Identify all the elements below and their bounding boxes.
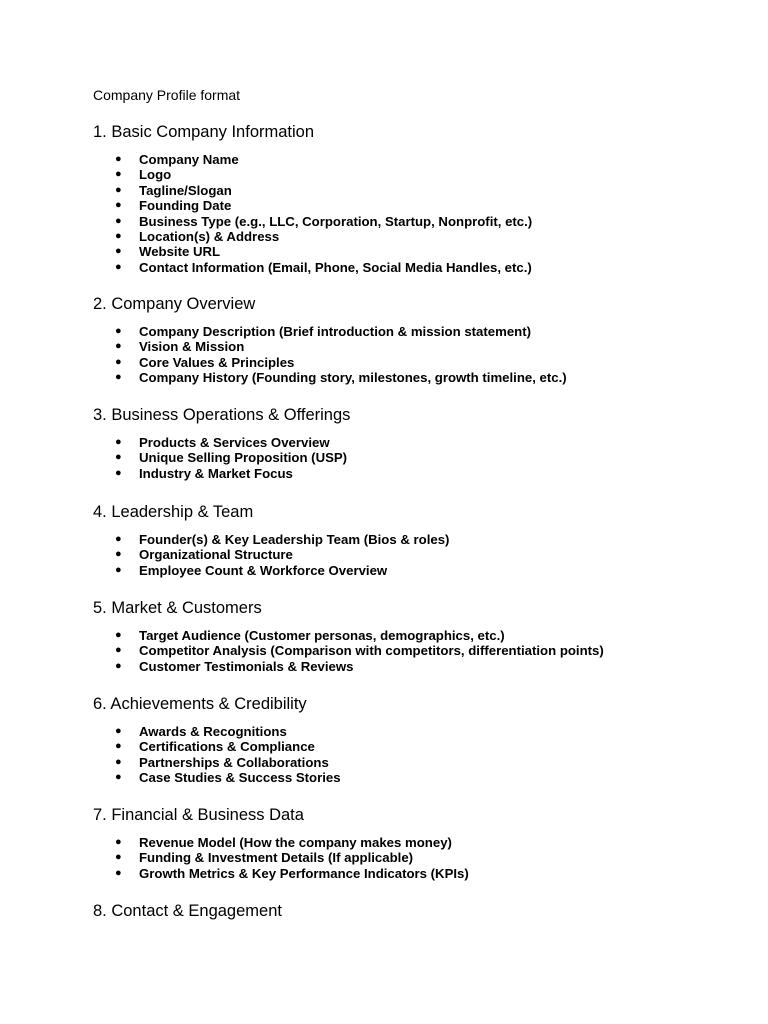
list-item <box>93 324 567 339</box>
list-item <box>93 370 567 385</box>
list-item <box>93 355 567 370</box>
list-item <box>93 659 604 674</box>
bullet-icon: ● <box>115 659 122 672</box>
section-heading: 6. Achievements & Credibility <box>93 695 307 713</box>
list-item <box>93 739 341 754</box>
list-item-text: Unique Selling Proposition (USP) <box>139 450 348 466</box>
list-item <box>93 850 469 865</box>
list-item <box>93 339 567 354</box>
list-item <box>93 724 341 739</box>
list-item-text: Core Values & Principles <box>139 354 295 370</box>
bullet-icon: ● <box>115 436 122 448</box>
bullet-icon: ● <box>115 325 122 337</box>
section-heading: 8. Contact & Engagement <box>93 902 282 920</box>
section-leadership-team <box>93 502 733 578</box>
list-item-text: Target Audience (Customer personas, demographics, etc.) <box>139 628 505 643</box>
section-heading: 5. Market & Customers <box>93 599 262 617</box>
list-item <box>93 435 347 450</box>
list-item-text: Founding Date <box>139 198 232 214</box>
list-item-text: Company Name <box>139 152 239 167</box>
section-heading: 2. Company Overview <box>93 295 256 313</box>
list-item <box>93 167 532 182</box>
list-item-text: Certifications & Compliance <box>139 739 315 755</box>
bullet-icon: ● <box>115 371 122 384</box>
bullet-icon: ● <box>115 229 122 242</box>
list-item <box>93 183 532 198</box>
bullet-icon: ● <box>115 836 122 848</box>
list-item-text: Vision & Mission <box>139 339 245 355</box>
list-item-text: Products & Services Overview <box>139 435 330 450</box>
list-item-text: Tagline/Slogan <box>139 182 232 198</box>
bullet-icon: ● <box>115 260 122 273</box>
section-basic-company-information <box>93 122 733 275</box>
section-market-customers <box>93 598 733 674</box>
document-title: Company Profile format <box>93 87 241 103</box>
section-company-overview <box>93 294 733 386</box>
list-item <box>93 466 347 481</box>
list-item <box>93 628 604 643</box>
list-item-text: Growth Metrics & Key Performance Indicators (KPIs) <box>139 865 469 881</box>
bullet-icon: ● <box>115 214 122 227</box>
list-item <box>93 866 469 881</box>
list-item <box>93 770 341 785</box>
list-item-text: Contact Information (Email, Phone, Social Media Handles, etc.) <box>139 259 532 275</box>
list-item <box>93 643 604 658</box>
bullet-icon: ● <box>115 563 122 576</box>
bullet-icon: ● <box>115 851 122 864</box>
list-item <box>93 198 532 213</box>
bullet-icon: ● <box>115 755 122 768</box>
bullet-icon: ● <box>115 548 122 561</box>
list-item-text: Awards & Recognitions <box>139 724 287 739</box>
bullet-icon: ● <box>115 153 122 165</box>
list-item-text: Website URL <box>139 244 221 260</box>
list-item-text: Organizational Structure <box>139 547 293 563</box>
bullet-icon: ● <box>115 740 122 753</box>
bullet-icon: ● <box>115 355 122 368</box>
list-item-text: Logo <box>139 167 172 183</box>
bullet-icon: ● <box>115 340 122 353</box>
section-list <box>93 835 469 881</box>
section-contact-engagement <box>93 901 733 921</box>
bullet-icon: ● <box>115 866 122 879</box>
bullet-icon: ● <box>115 644 122 657</box>
section-list <box>93 435 347 481</box>
section-achievements-credibility <box>93 694 733 786</box>
list-item <box>93 244 532 259</box>
list-item <box>93 260 532 275</box>
section-list <box>93 532 449 578</box>
list-item-text: Case Studies & Success Stories <box>139 770 341 786</box>
list-item <box>93 450 347 465</box>
list-item-text: Customer Testimonials & Reviews <box>139 658 354 674</box>
section-list <box>93 324 567 386</box>
list-item-text: Company Description (Brief introduction & mission statement) <box>139 324 531 339</box>
bullet-icon: ● <box>115 466 122 479</box>
list-item <box>93 152 532 167</box>
list-item <box>93 229 532 244</box>
list-item-text: Founder(s) & Key Leadership Team (Bios & roles) <box>139 532 450 547</box>
list-item-text: Business Type (e.g., LLC, Corporation, Startup, Nonprofit, etc.) <box>139 213 533 229</box>
list-item-text: Funding & Investment Details (If applicable) <box>139 850 414 866</box>
bullet-icon: ● <box>115 533 122 545</box>
list-item <box>93 214 532 229</box>
section-heading: 3. Business Operations & Offerings <box>93 406 351 424</box>
list-item <box>93 547 449 562</box>
bullet-icon: ● <box>115 451 122 464</box>
list-item <box>93 755 341 770</box>
list-item <box>93 563 449 578</box>
section-heading: 1. Basic Company Information <box>93 123 315 141</box>
bullet-icon: ● <box>115 183 122 196</box>
bullet-icon: ● <box>115 168 122 181</box>
section-list <box>93 628 604 674</box>
list-item-text: Industry & Market Focus <box>139 465 293 481</box>
section-business-operations-offerings <box>93 405 733 481</box>
bullet-icon: ● <box>115 199 122 212</box>
bullet-icon: ● <box>115 245 122 258</box>
list-item-text: Company History (Founding story, milestones, growth timeline, etc.) <box>139 370 567 386</box>
bullet-icon: ● <box>115 629 122 641</box>
list-item-text: Partnerships & Collaborations <box>139 754 329 770</box>
list-item-text: Location(s) & Address <box>139 228 280 244</box>
section-heading: 7. Financial & Business Data <box>93 806 304 824</box>
bullet-icon: ● <box>115 771 122 784</box>
list-item-text: Employee Count & Workforce Overview <box>139 562 388 578</box>
list-item-text: Competitor Analysis (Comparison with competitors, differentiation points) <box>139 643 604 659</box>
section-heading: 4. Leadership & Team <box>93 503 254 521</box>
bullet-icon: ● <box>115 725 122 737</box>
list-item-text: Revenue Model (How the company makes money) <box>139 835 452 850</box>
list-item <box>93 532 449 547</box>
list-item <box>93 835 469 850</box>
section-list <box>93 152 532 275</box>
section-financial-business-data <box>93 805 733 881</box>
section-list <box>93 724 341 786</box>
